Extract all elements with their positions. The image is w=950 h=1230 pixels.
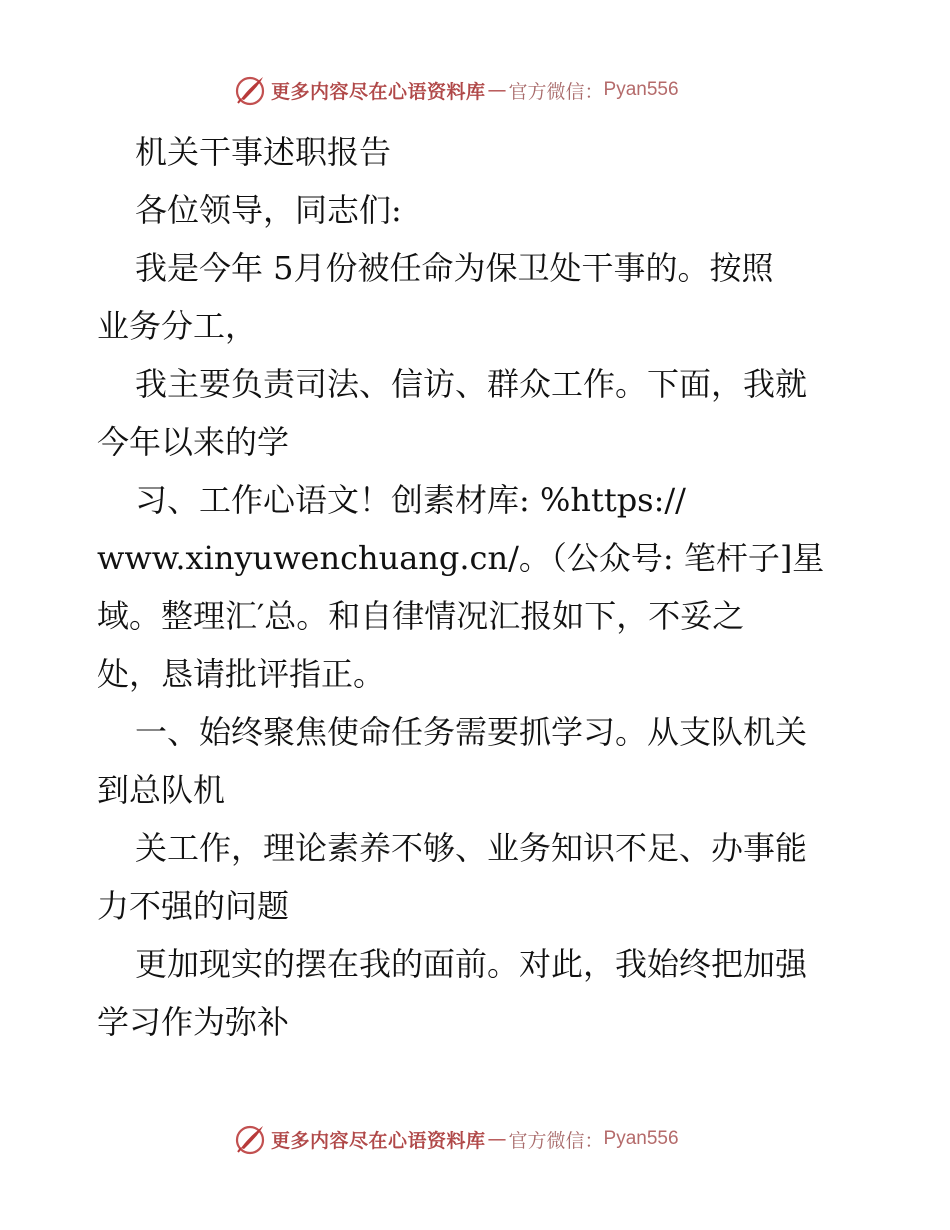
text-line: 学习作为弥补 bbox=[97, 1003, 290, 1041]
quill-pen-logo-icon bbox=[233, 73, 267, 107]
text-line: 处，恳请批评指正。 bbox=[97, 655, 386, 693]
footer-dash: — bbox=[487, 1128, 507, 1150]
text-line: 习、工作心语文！创素材库: %https:// bbox=[135, 481, 686, 519]
document-body bbox=[97, 123, 857, 1051]
text-line: 更加现实的摆在我的面前。对此，我始终把加强 bbox=[135, 945, 808, 983]
text-line: 力不强的问题 bbox=[97, 887, 290, 925]
footer-banner[interactable] bbox=[233, 1122, 679, 1156]
quill-pen-logo-icon bbox=[233, 1122, 267, 1156]
text-line: 域。整理汇′总。和自律情况汇报如下，不妥之 bbox=[97, 597, 745, 635]
text-line: www.xinyuwenchuang.cn/。（公众号: 笔杆子]星 bbox=[97, 539, 825, 577]
document-title: 机关干事述职报告 bbox=[135, 133, 392, 171]
text-line: 业务分工， bbox=[97, 307, 258, 345]
header-wechat-handle: Pyan556 bbox=[603, 79, 679, 100]
text-line: 今年以来的学 bbox=[97, 423, 290, 461]
header-banner[interactable] bbox=[233, 73, 679, 107]
header-wechat-label: 官方微信： bbox=[508, 80, 604, 103]
header-dash: — bbox=[487, 79, 507, 101]
text-line: 我主要负责司法、信访、群众工作。下面，我就 bbox=[135, 365, 808, 403]
text-line: 到总队机 bbox=[97, 771, 226, 809]
text-line: 一、始终聚焦使命任务需要抓学习。从支队机关 bbox=[135, 713, 808, 751]
header-brand-text: 更多内容尽在心语资料库 bbox=[271, 80, 486, 103]
footer-wechat-handle: Pyan556 bbox=[603, 1128, 679, 1149]
footer-brand-text: 更多内容尽在心语资料库 bbox=[271, 1129, 486, 1152]
text-line: 关工作，理论素养不够、业务知识不足、办事能 bbox=[135, 829, 808, 867]
text-line: 各位领导，同志们: bbox=[135, 191, 402, 229]
footer-wechat-label: 官方微信： bbox=[508, 1129, 604, 1152]
text-line: 我是今年 5月份被任命为保卫处干事的。按照 bbox=[135, 249, 774, 287]
